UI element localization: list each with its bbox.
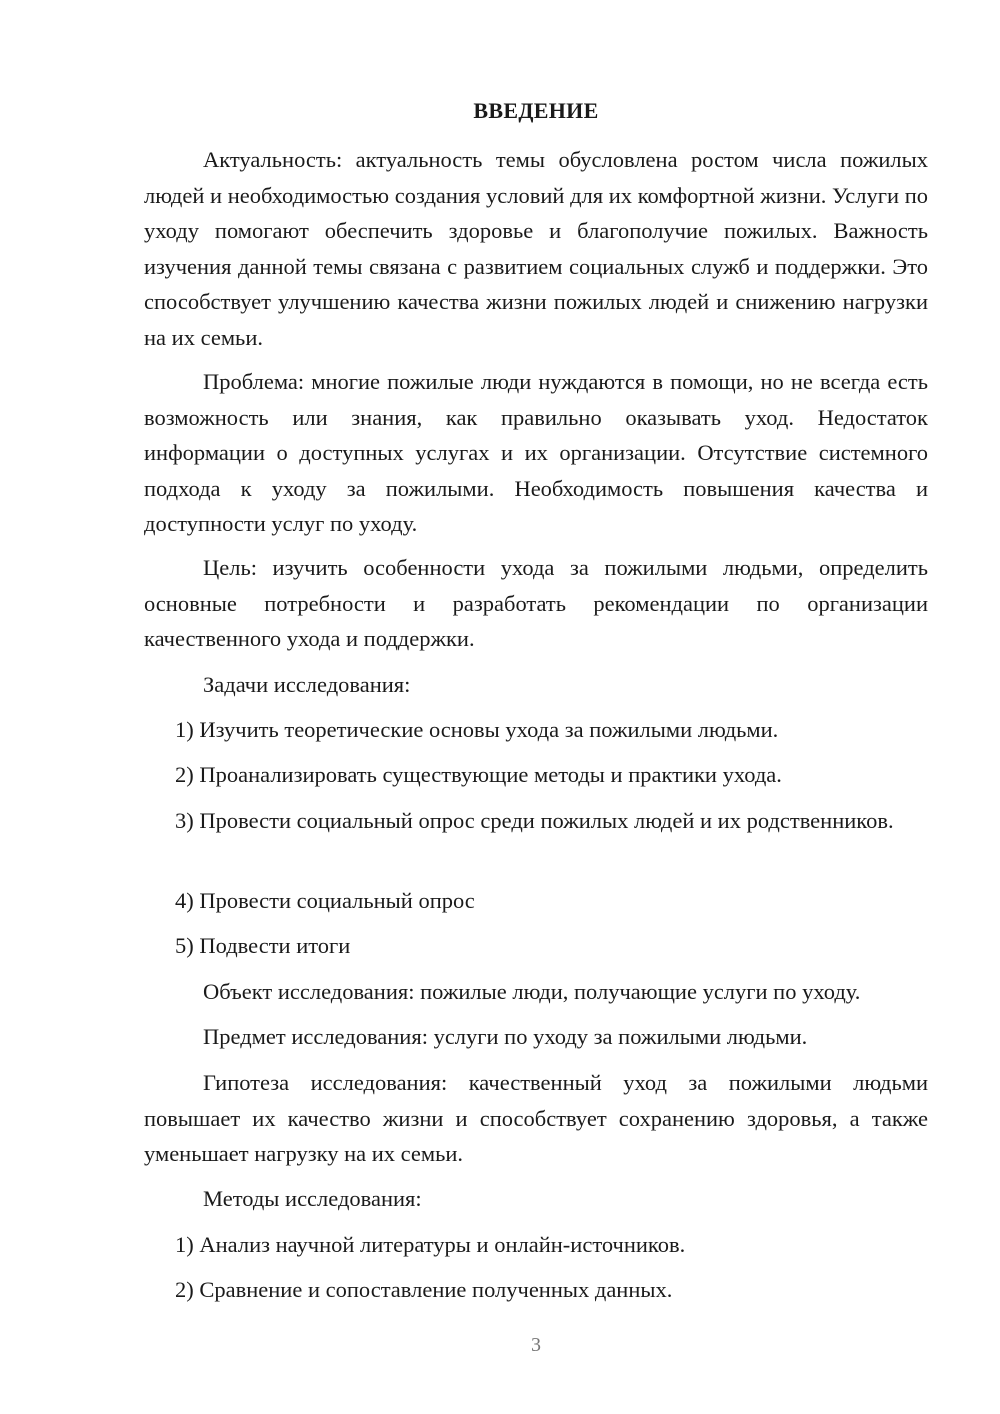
paragraph-tasks-heading: Задачи исследования:: [203, 672, 411, 697]
list-item-method-1: 1) Анализ научной литературы и онлайн-источников.: [175, 1232, 686, 1257]
list-item-method-2: 2) Сравнение и сопоставление полученных данных.: [175, 1277, 673, 1302]
list-item-task-2: 2) Проанализировать существующие методы и практики ухода.: [175, 762, 782, 787]
list-item-task-5: 5) Подвести итоги: [175, 933, 351, 958]
page-number: 3: [531, 1334, 541, 1356]
page-title: ВВЕДЕНИЕ: [473, 98, 599, 123]
paragraph-hypothesis: Гипотеза исследования: качественный уход за пожилыми людьми повышает их качество жизни и способствует сохранению здоровья, а также уменьшает нагрузку на их семьи.: [144, 1070, 928, 1166]
list-item-task-4: 4) Провести социальный опрос: [175, 888, 475, 913]
paragraph-object: Объект исследования: пожилые люди, получающие услуги по уходу.: [203, 979, 861, 1004]
list-item-task-3: 3) Провести социальный опрос среди пожилых людей и их родственников.: [175, 808, 894, 833]
list-item-task-1: 1) Изучить теоретические основы ухода за пожилыми людьми.: [175, 717, 779, 742]
paragraph-subject: Предмет исследования: услуги по уходу за пожилыми людьми.: [203, 1024, 808, 1049]
paragraph-relevance: Актуальность: актуальность темы обусловлена ростом числа пожилых людей и необходимостью создания условий для их комфортной жизни. Услуги по уходу помогают обеспечить здоровье и благополучие пожилых. Важность изучения данной темы связана с развитием социальных служб и поддержки. Это способствует улучшению качества жизни пожилых людей и снижению нагрузки на их семьи.: [144, 147, 928, 350]
paragraph-methods-heading: Методы исследования:: [203, 1186, 422, 1211]
paragraph-goal: Цель: изучить особенности ухода за пожилыми людьми, определить основные потребности и разработать рекомендации по организации качественного ухода и поддержки.: [144, 555, 928, 651]
paragraph-problem: Проблема: многие пожилые люди нуждаются в помощи, но не всегда есть возможность или знания, как правильно оказывать уход. Недостаток информации о доступных услугах и их организации. Отсутствие системного подхода к уходу за пожилыми. Необходимость повышения качества и доступности услуг по уходу.: [144, 369, 928, 536]
